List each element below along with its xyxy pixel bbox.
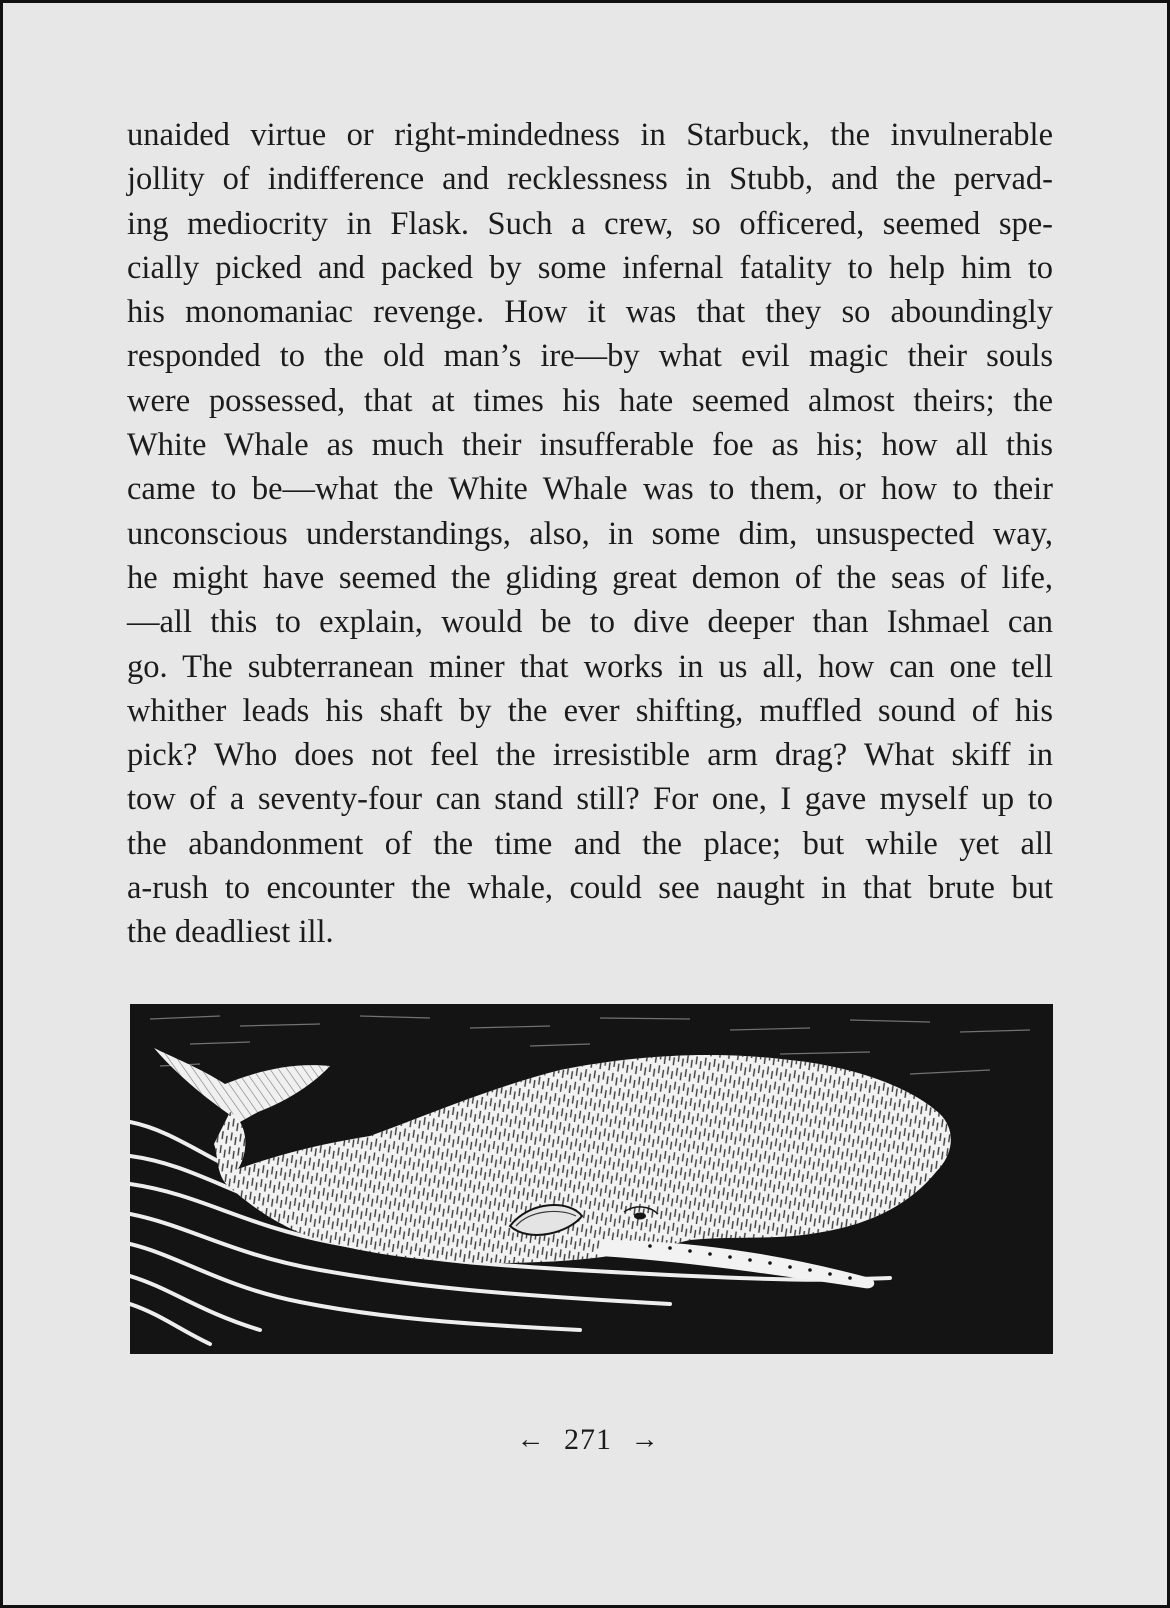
whale-woodcut-icon	[130, 1004, 1053, 1354]
text-line: responded to the old man’s ire—by what evil magic their souls	[127, 338, 1053, 375]
page-number-footer	[3, 1421, 1170, 1457]
text-line: came to be—what the White Whale was to them, or how to their	[127, 471, 1053, 508]
text-line: a-rush to encounter the whale, could see naught in that brute but	[127, 870, 1053, 907]
page-number: 271	[564, 1423, 612, 1457]
text-line: White Whale as much their insufferable foe as his; how all this	[127, 427, 1053, 464]
left-arrow-icon: ←	[516, 1424, 546, 1456]
text-line: the abandonment of the time and the place; but while yet all	[127, 825, 1053, 862]
text-line: jollity of indifference and recklessness in Stubb, and the pervad-	[127, 161, 1053, 198]
text-line-last: the deadliest ill.	[127, 914, 334, 951]
text-line: unconscious understandings, also, in some dim, unsuspected way,	[127, 515, 1053, 552]
text-line: pick? Who does not feel the irresistible arm drag? What skiff in	[127, 737, 1053, 774]
right-arrow-icon: →	[630, 1424, 660, 1456]
text-line: cially picked and packed by some infernal fatality to help him to	[127, 249, 1053, 286]
text-line: go. The subterranean miner that works in us all, how can one tell	[127, 648, 1053, 685]
text-line: unaided virtue or right-mindedness in Starbuck, the invulnerable	[127, 117, 1053, 153]
text-line: were possessed, that at times his hate seemed almost theirs; the	[127, 382, 1053, 419]
text-line: whither leads his shaft by the ever shifting, muffled sound of his	[127, 692, 1053, 729]
text-line: —all this to explain, would be to dive deeper than Ishmael can	[127, 604, 1053, 641]
body-text	[127, 113, 1053, 955]
text-line: he might have seemed the gliding great demon of the seas of life,	[127, 559, 1053, 596]
text-line: his monomaniac revenge. How it was that they so aboundingly	[127, 294, 1053, 331]
text-line: tow of a seventy-four can stand still? For one, I gave myself up to	[127, 781, 1053, 818]
text-line: ing mediocrity in Flask. Such a crew, so officered, seemed spe-	[127, 205, 1053, 242]
whale-illustration	[130, 1004, 1053, 1354]
